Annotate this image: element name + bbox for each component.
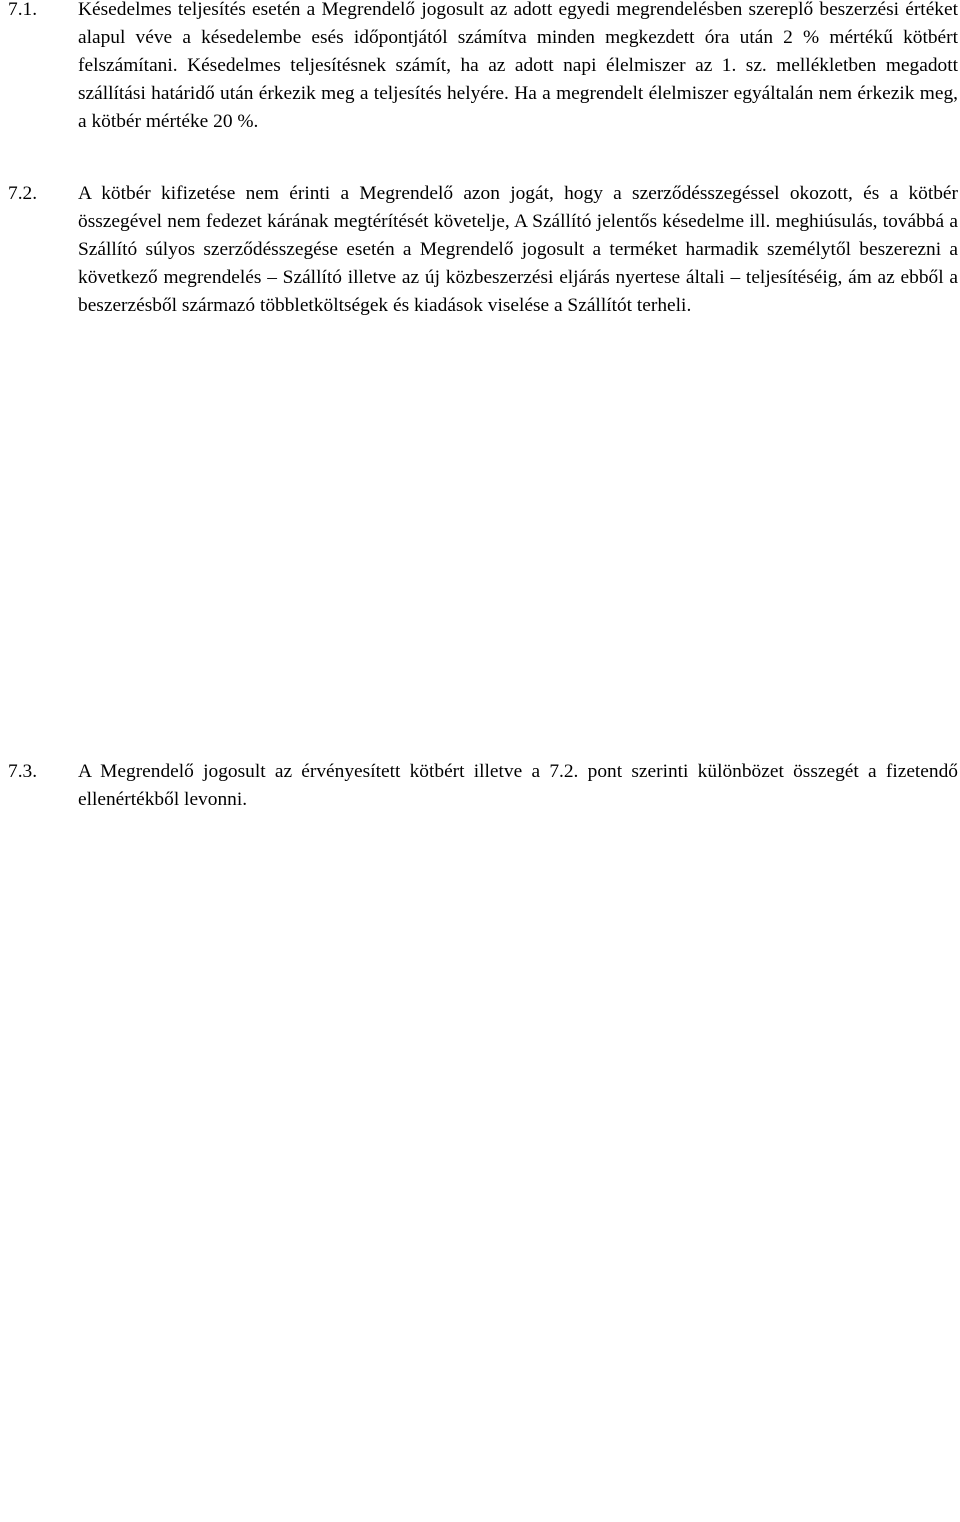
clause-text: Késedelmes teljesítés esetén a Megrendelő jogosult az adott egyedi megrendelésben szereplő beszerzési értéket alapul véve a késedelembe esés időpontjától számítva minden megkezdett óra után 2 % mértékű kötbért felszámítani. Késedelmes teljesítésnek számít, ha az adott napi élelmiszer az 1. sz. mellékletben megadott szállítási határidő után érkezik meg a teljesítés helyére. Ha a megrendelt élelmiszer egyáltalán nem érkezik meg, a kötbér mértéke 20 %. <box>78 0 958 132</box>
clause-text: A kötbér kifizetése nem érinti a Megrendelő azon jogát, hogy a szerződésszegéssel okozott, és a kötbér összegével nem fedezet kárának megtérítését követelje, A Szállító jelentős késedelme ill. meghiúsulás, továbbá a Szállító súlyos szerződésszegése esetén a Megrendelő jogosult a terméket harmadik személytől beszerezni a következő megrendelés – Szállító illetve az új közbeszerzési eljárás nyertese általi – teljesítéséig, ám az ebből a beszerzésből származó többletköltségek és kiadások viselése a Szállítót terheli. <box>78 183 958 316</box>
clause-text: A Megrendelő jogosult az érvényesített kötbért illetve a 7.2. pont szerinti különbözet összegét a fizetendő ellenértékből levonni. <box>78 761 958 810</box>
clause-7-1 <box>8 0 958 136</box>
clause-7-2 <box>8 180 958 320</box>
clause-number: 7.3. <box>8 761 38 782</box>
clause-number: 7.2. <box>8 183 38 204</box>
clause-7-3 <box>8 758 958 814</box>
clause-number: 7.1. <box>8 0 38 20</box>
